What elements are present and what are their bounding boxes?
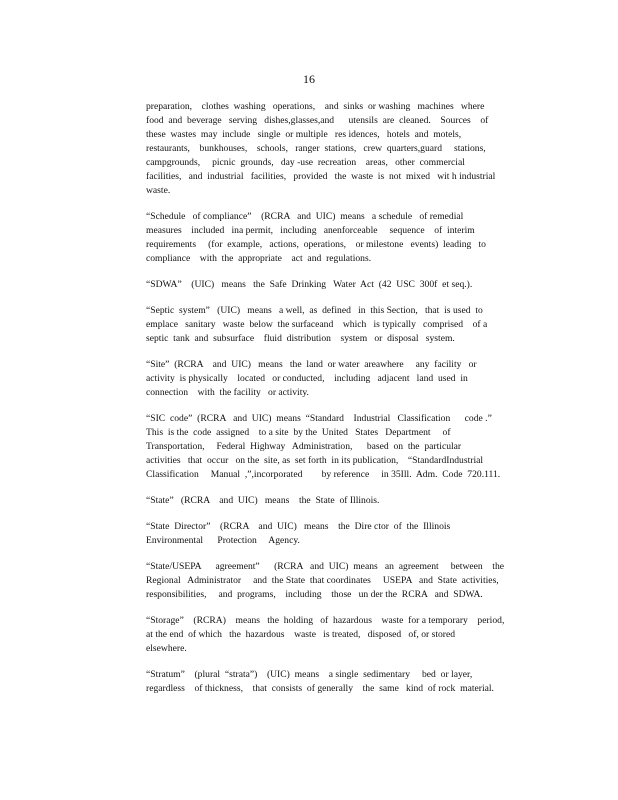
- text-line: waste.: [146, 185, 171, 196]
- text-line: Transportation, Federal Highway Administration, based on the particular: [146, 441, 462, 452]
- text-line: compliance with the appropriate act and regulations.: [146, 253, 372, 264]
- text-line: “Site” (RCRA and UIC) means the land or water areawhere any facility or: [146, 359, 477, 370]
- text-line: “State Director” (RCRA and UIC) means the Dire ctor of the Illinois: [146, 521, 451, 532]
- text-line: “State” (RCRA and UIC) means the State of Illinois.: [146, 495, 380, 506]
- text-line: preparation, clothes washing operations, and sinks or washing machines where: [146, 101, 485, 112]
- text-line: “Storage” (RCRA) means the holding of hazardous waste for a temporary period,: [146, 615, 505, 626]
- text-line: “Stratum” (plural “strata”) (UIC) means a single sedimentary bed or layer,: [146, 669, 473, 680]
- text-line: “SDWA” (UIC) means the Safe Drinking Water Act (42 USC 300f et seq.).: [146, 279, 473, 290]
- paragraph: [146, 304, 530, 346]
- text-line: Regional Administrator and the State that coordinates USEPA and State activities,: [146, 575, 499, 586]
- paragraph: [146, 278, 530, 292]
- page-number: 16: [303, 72, 315, 86]
- text-line: these wastes may include single or multiple res idences, hotels and motels,: [146, 129, 462, 140]
- text-line: connection with the facility or activity.: [146, 387, 309, 398]
- paragraph: [146, 412, 530, 482]
- text-line: food and beverage serving dishes,glasses,and utensils are cleaned. Sources of: [146, 115, 489, 126]
- paragraph: [146, 210, 530, 266]
- paragraph: [146, 358, 530, 400]
- text-line: This is the code assigned to a site by the United States Department of: [146, 427, 451, 438]
- text-line: emplace sanitary waste below the surfaceand which is typically comprised of a: [146, 319, 488, 330]
- text-line: elsewhere.: [146, 643, 187, 654]
- text-line: activities that occur on the site, as set forth in its publication, “StandardIndustrial: [146, 455, 484, 466]
- text-line: campgrounds, picnic grounds, day -use recreation areas, other commercial: [146, 157, 465, 168]
- text-line: measures included ina permit, including anenforceable sequence of interim: [146, 225, 475, 236]
- text-line: at the end of which the hazardous waste is treated, disposed of, or stored: [146, 629, 456, 640]
- paragraph: [146, 668, 530, 696]
- text-line: facilities, and industrial facilities, provided the waste is not mixed wit h industrial: [146, 171, 496, 182]
- text-line: regardless of thickness, that consists of generally the same kind of rock material.: [146, 683, 494, 694]
- paragraph: [146, 494, 530, 508]
- text-line: “SIC code” (RCRA and UIC) means “Standard Industrial Classification code .”: [146, 413, 492, 424]
- paragraph: [146, 614, 530, 656]
- text-line: restaurants, bunkhouses, schools, ranger stations, crew quarters,guard stations,: [146, 143, 486, 154]
- text-line: “State/USEPA agreement” (RCRA and UIC) means an agreement between the: [146, 561, 504, 572]
- text-line: “Schedule of compliance” (RCRA and UIC) means a schedule of remedial: [146, 211, 464, 222]
- text-line: requirements (for example, actions, operations, or milestone events) leading to: [146, 239, 486, 250]
- paragraph: [146, 560, 530, 602]
- body-text: [146, 100, 530, 708]
- text-line: “Septic system” (UIC) means a well, as defined in this Section, that is used to: [146, 305, 483, 316]
- text-line: septic tank and subsurface fluid distribution system or disposal system.: [146, 333, 455, 344]
- paragraph: [146, 520, 530, 548]
- text-line: Classification Manual ,”,incorporated by reference in 35Ill. Adm. Code 720.111.: [146, 469, 501, 480]
- text-line: Environmental Protection Agency.: [146, 535, 300, 546]
- paragraph: [146, 100, 530, 198]
- text-line: responsibilities, and programs, including those un der the RCRA and SDWA.: [146, 589, 483, 600]
- text-line: activity is physically located or conducted, including adjacent land used in: [146, 373, 468, 384]
